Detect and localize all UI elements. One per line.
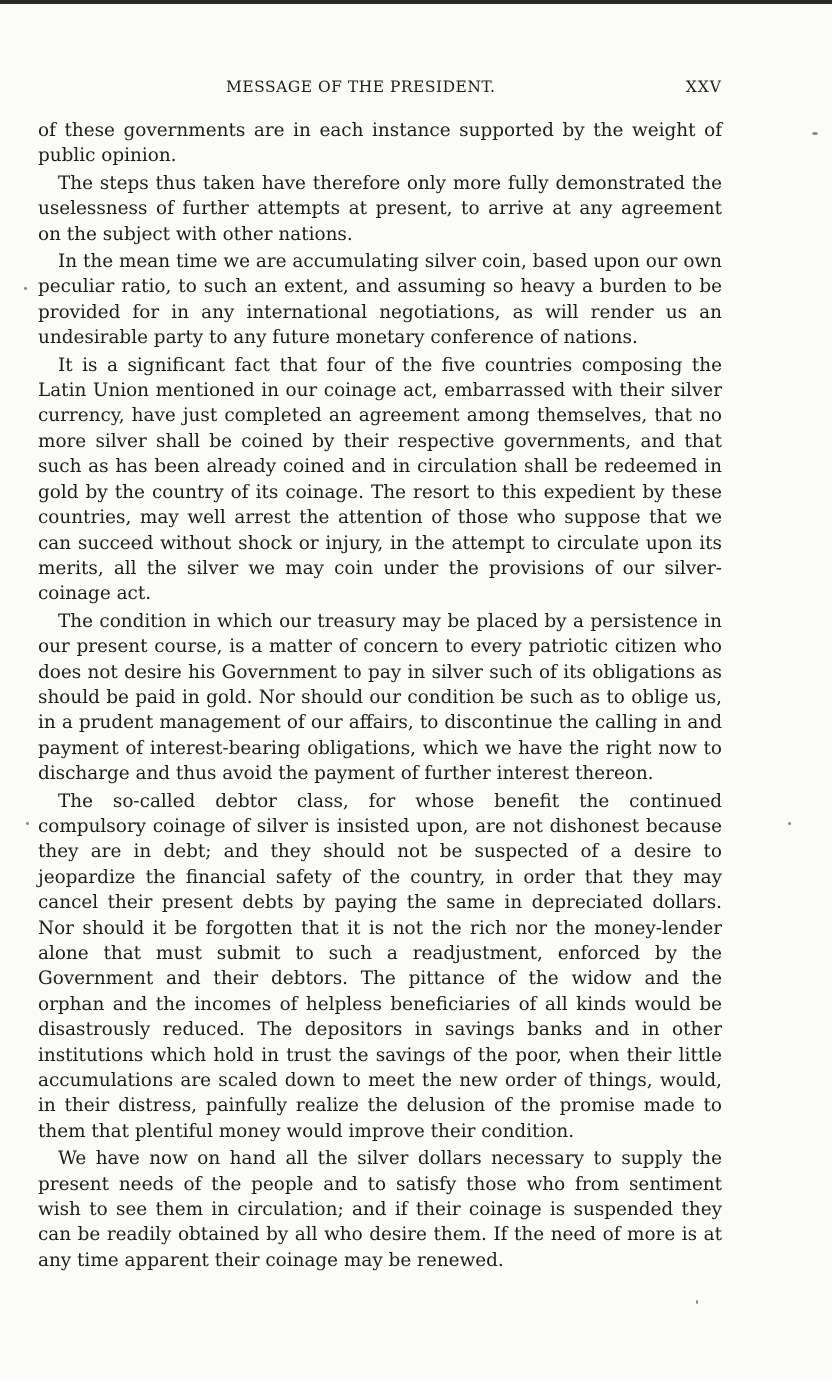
scan-speck bbox=[812, 132, 818, 135]
paragraph-debtor-class: The so-called debtor class, for whose benefit the continued compulsory coinage of silver is insisted upon, are not dishonest because they are in debt; and they should not be suspected of a desire to jeopardize the financial safety of the country, in order that they may cancel their present debts by paying the same in depreciated dollars. Nor should it be forgotten that it is not the rich nor the money-lender alone that must submit to such a readjustment, enforced by the Government and their debtors. The pittance of the widow and the orphan and the incomes of helpless beneficiaries of all kinds would be disastrously reduced. The depositors in savings banks and in other institutions which hold in trust the savings of the poor, when their little accumulations are scaled down to meet the new order of things, would, in their distress, painfully realize the delusion of the promise made to them that plentiful money would improve their condition. bbox=[38, 790, 722, 1142]
page-number: XXV bbox=[685, 78, 722, 96]
page-top-edge bbox=[0, 0, 832, 4]
paragraph-latin-union: It is a significant fact that four of the five countries composing the Latin Union mentioned in our coinage act, embarrassed with their silver currency, have just completed an agreement among themselves, that no more silver shall be coined by their respective governments, and that such as has been already coined and in circulation shall be redeemed in gold by the country of its coinage. The resort to this expedient by these countries, may well arrest the attention of those who suppose that we can succeed without shock or injury, in the attempt to circulate upon its merits, all the silver we may coin under the provisions of our silver-coinage act. bbox=[38, 354, 722, 605]
paragraph-accumulating-silver: In the mean time we are accumulating silver coin, based upon our own peculiar ratio, to such an extent, and assuming so heavy a burden to be provided for in any international negotiations, as will render us an undesirable party to any future monetary conference of nations. bbox=[38, 251, 722, 349]
paragraph-steps-taken: The steps thus taken have therefore only more fully demonstrated the uselessness of further attempts at present, to arrive at any agreement on the subject with other nations. bbox=[38, 172, 722, 245]
scan-speck bbox=[24, 287, 27, 290]
running-header bbox=[38, 78, 722, 100]
paragraph-silver-on-hand: We have now on hand all the silver dollars necessary to supply the present needs of the people and to satisfy those who from sentiment wish to see them in circulation; and if their coinage is suspended they can be readily obtained by all who desire them. If the need of more is at any time apparent their coinage may be renewed. bbox=[38, 1148, 722, 1271]
body-text bbox=[38, 118, 722, 1275]
running-header-title: MESSAGE OF THE PRESIDENT. bbox=[226, 78, 496, 96]
paragraph-treasury-condition: The condition in which our treasury may be placed by a persistence in our present course, is a matter of concern to every patriotic citizen who does not desire his Government to pay in silver such of its obligations as should be paid in gold. Nor should our condition be such as to oblige us, in a prudent management of our affairs, to discontinue the calling in and payment of interest-bearing obligations, which we have the right now to discharge and thus avoid the payment of further interest thereon. bbox=[38, 610, 722, 785]
scan-speck bbox=[788, 822, 791, 825]
scan-speck bbox=[26, 822, 29, 825]
scan-speck bbox=[696, 1300, 698, 1304]
paragraph-continuation: of these governments are in each instance supported by the weight of public opinion. bbox=[38, 120, 722, 167]
